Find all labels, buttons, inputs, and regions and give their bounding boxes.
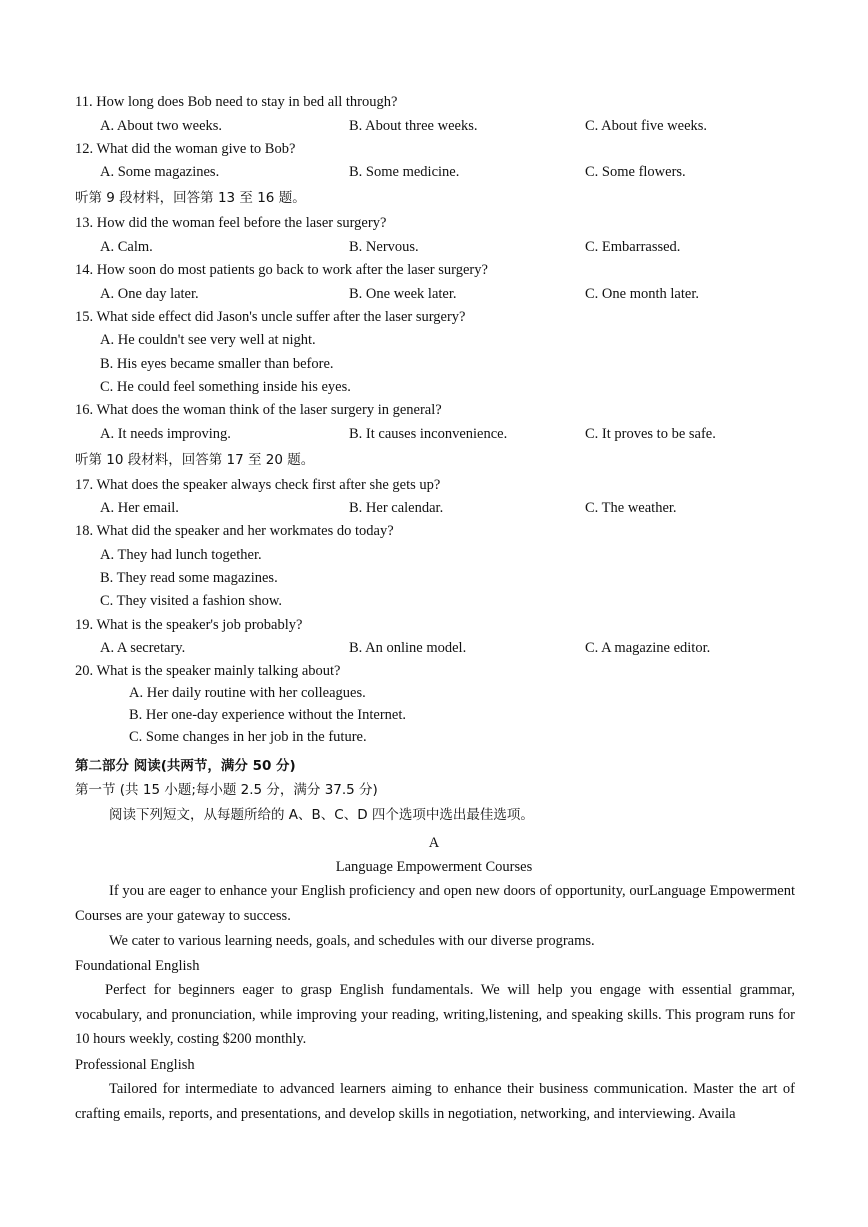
question-17-stem: 17. What does the speaker always check first after she gets up? xyxy=(75,477,441,493)
course-1-description: Perfect for beginners eager to grasp English fundamentals. We will help you engage with essential grammar, vocabulary, and pronunciation, while improving your reading, writing,listening, and speaking skills. This program runs for 10 hours weekly, costing $200 monthly. xyxy=(75,982,795,1047)
question-15-option-b: B. His eyes became smaller than before. xyxy=(100,356,334,372)
passage-letter: A xyxy=(428,835,440,851)
course-1-name: Foundational English xyxy=(75,958,200,974)
question-20-stem: 20. What is the speaker mainly talking about? xyxy=(75,663,341,679)
passage-intro-paragraph: If you are eager to enhance your English proficiency and open new doors of opportunity, ourLanguage Empowerment Courses are your gateway to success. xyxy=(75,883,795,924)
question-13-option-c: C. Embarrassed. xyxy=(585,239,681,255)
question-19-option-b: B. An online model. xyxy=(349,640,467,656)
part2-heading: 第二部分 阅读(共两节，满分 50 分) xyxy=(75,758,296,774)
instruction-material-9: 听第 9 段材料，回答第 13 至 16 题。 xyxy=(75,190,306,206)
question-20-option-b: B. Her one-day experience without the Internet. xyxy=(129,707,407,723)
question-14-option-b: B. One week later. xyxy=(349,286,457,302)
question-13-option-a: A. Calm. xyxy=(100,239,153,255)
question-13-stem: 13. How did the woman feel before the laser surgery? xyxy=(75,215,387,231)
section1-heading: 第一节 (共 15 小题;每小题 2.5 分，满分 37.5 分) xyxy=(75,782,378,798)
question-18-option-b: B. They read some magazines. xyxy=(100,570,278,586)
question-12-option-a: A. Some magazines. xyxy=(100,164,220,180)
question-15-option-a: A. He couldn't see very well at night. xyxy=(100,332,316,348)
question-15-option-c: C. He could feel something inside his eyes. xyxy=(100,379,351,395)
course-2-description: Tailored for intermediate to advanced learners aiming to enhance their business communication. Master the art of crafting emails, reports, and presentations, and develop skills in negotiation, networking, and interviewing. Availa xyxy=(75,1081,795,1122)
reading-directions: 阅读下列短文，从每题所给的 A、B、C、D 四个选项中选出最佳选项。 xyxy=(109,807,534,823)
question-11-stem: 11. How long does Bob need to stay in bed all through? xyxy=(75,94,398,110)
question-17-option-a: A. Her email. xyxy=(100,500,179,516)
question-11-option-a: A. About two weeks. xyxy=(100,118,223,134)
question-18-option-a: A. They had lunch together. xyxy=(100,547,262,563)
question-16-option-c: C. It proves to be safe. xyxy=(585,426,716,442)
question-19-option-a: A. A secretary. xyxy=(100,640,186,656)
instruction-material-10: 听第 10 段材料，回答第 17 至 20 题。 xyxy=(75,452,315,468)
question-17-option-b: B. Her calendar. xyxy=(349,500,444,516)
question-11-option-c: C. About five weeks. xyxy=(585,118,708,134)
question-15-stem: 15. What side effect did Jason's uncle suffer after the laser surgery? xyxy=(75,309,466,325)
question-13-option-b: B. Nervous. xyxy=(349,239,419,255)
question-19-stem: 19. What is the speaker's job probably? xyxy=(75,617,303,633)
question-20-option-a: A. Her daily routine with her colleagues. xyxy=(129,685,366,701)
question-12-stem: 12. What did the woman give to Bob? xyxy=(75,141,296,157)
question-17-option-c: C. The weather. xyxy=(585,500,677,516)
question-11-option-b: B. About three weeks. xyxy=(349,118,478,134)
question-16-option-a: A. It needs improving. xyxy=(100,426,231,442)
question-16-stem: 16. What does the woman think of the laser surgery in general? xyxy=(75,402,442,418)
passage-title: Language Empowerment Courses xyxy=(335,859,533,875)
question-19-option-c: C. A magazine editor. xyxy=(585,640,711,656)
question-20-option-c: C. Some changes in her job in the future. xyxy=(129,729,367,745)
question-12-option-b: B. Some medicine. xyxy=(349,164,460,180)
question-16-option-b: B. It causes inconvenience. xyxy=(349,426,508,442)
question-14-stem: 14. How soon do most patients go back to work after the laser surgery? xyxy=(75,262,488,278)
course-2-name: Professional English xyxy=(75,1057,195,1073)
question-18-stem: 18. What did the speaker and her workmates do today? xyxy=(75,523,394,539)
question-14-option-c: C. One month later. xyxy=(585,286,699,302)
question-14-option-a: A. One day later. xyxy=(100,286,199,302)
question-18-option-c: C. They visited a fashion show. xyxy=(100,593,283,609)
question-12-option-c: C. Some flowers. xyxy=(585,164,686,180)
passage-intro-paragraph-2: We cater to various learning needs, goals, and schedules with our diverse programs. xyxy=(109,933,595,949)
